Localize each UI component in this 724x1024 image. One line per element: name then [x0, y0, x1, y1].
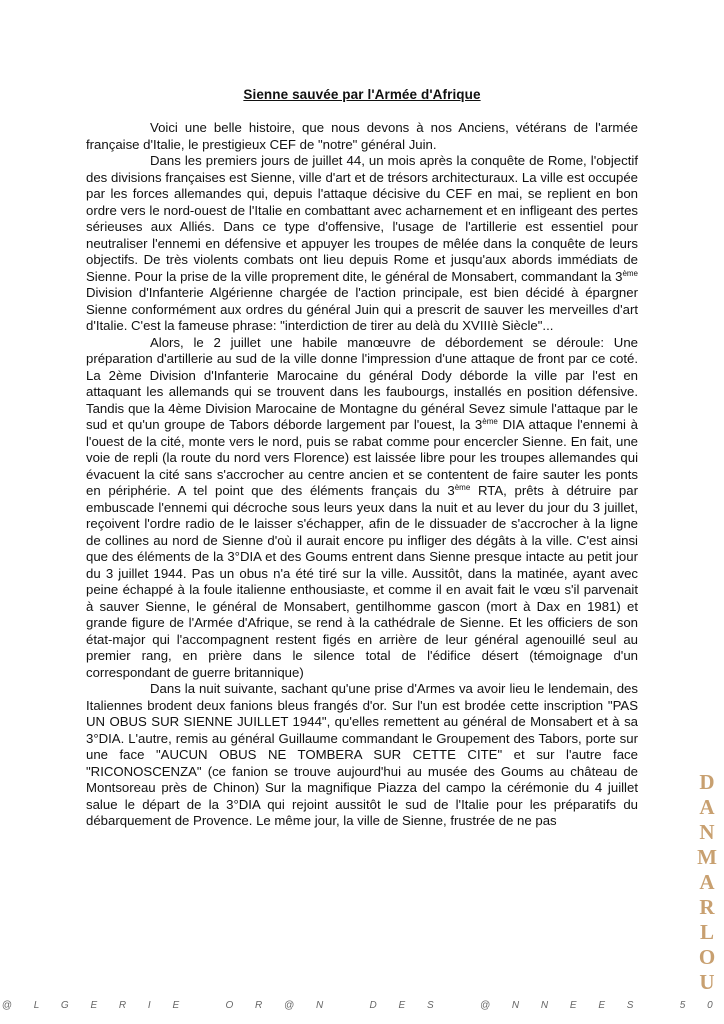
paragraph-context-part-b: Division d'Infanterie Algérienne chargée de l'action principale, est bien décidé à épargner Sienne conformément aux ordres du général Juin qui a prescrit de sauver les merveilles d'art d'Italie. C'est la fameuse phrase: "interdiction de tirer au delà du XVIIIè Siècle"...: [86, 285, 638, 333]
paragraph-context: [86, 153, 638, 335]
paragraph-maneuver: [86, 335, 638, 682]
watermark-letter: R: [699, 895, 715, 919]
paragraph-fanions: Dans la nuit suivante, sachant qu'une prise d'Armes va avoir lieu le lendemain, des Italiennes brodent deux fanions bleus frangés d'or. Sur l'un est brodée cette inscription "PAS UN OBUS SUR SIENNE JUILLET 1944", qu'elles remettent au général de Monsabert et à sa 3°DIA. L'autre, remis au général Guillaume commandant le Groupement des Tabors, porte sur une face "AUCUN OBUS NE TOMBERA SUR CETTE CITE" et sur l'autre face "RICONOSCENZA" (ce fanion se trouve aujourd'hui au musée des Goums au château de Montsoreau près de Chinon) Sur la magnifique Piazza del campo la cérémonie du 4 juillet salue le départ de la 3°DIA qui rejoint aussitôt le sud de l'Italie pour les préparatifs du débarquement de Provence. Le même jour, la ville de Sienne, frustrée de ne pas: [86, 681, 638, 828]
watermark-letter: M: [697, 845, 717, 869]
watermark-letter: U: [699, 970, 715, 994]
watermark-letter: N: [699, 820, 715, 844]
watermark-letter: A: [699, 795, 715, 819]
article-body: [86, 120, 638, 830]
watermark-letter: D: [699, 770, 715, 794]
watermark-letter: O: [698, 945, 716, 969]
paragraph-maneuver-part-b: DIA attaque l'ennemi à l'ouest de la cité, monte vers le nord, puis se rabat comme pour encercler Sienne. En fait, une voie de repli (la route du nord vers Florence) est laissée libre pour les troupes allemandes qui évacuent la cité sans s'accrocher au centre ancien et se contentent de faire sauter les ponts en périphérie. A tel point que des éléments français du 3: [86, 417, 639, 498]
paragraph-intro: Voici une belle histoire, que nous devons à nos Anciens, vétérans de l'armée française d'Italie, le prestigieux CEF de "notre" général Juin.: [86, 120, 638, 152]
side-watermark: [696, 770, 718, 995]
superscript-eme: ème: [482, 417, 498, 426]
paragraph-maneuver-part-a: Alors, le 2 juillet une habile manœuvre de débordement se déroule: Une préparation d'artillerie au sud de la ville donne l'impression d'une attaque de front par ce coté. La 2ème Division d'Infanterie Marocaine du général Dody déborde la ville par l'est en attaquant les allemands qui se trouvent dans les faubourgs, installés en position défensive. Tandis que la 4ème Division Marocaine de Montagne du général Sevez simule l'attaque par le sud et qu'un groupe de Tabors déborde largement par l'ouest, la 3: [86, 334, 638, 432]
watermark-letter: A: [699, 870, 715, 894]
superscript-eme: ème: [454, 483, 471, 492]
document-title: Sienne sauvée par l'Armée d'Afrique: [243, 87, 481, 102]
paragraph-maneuver-part-c: RTA, prêts à détruire par embuscade l'ennemi qui décroche sous leurs yeux dans la nuit et au lever du jour du 3 juillet, reçoivent l'ordre radio de le laisser s'échapper, afin de le dissuader de s'accrocher à la ligne de collines au nord de Sienne d'où il aurait encore pu infliger des dégâts à la ville. C'est ainsi que des éléments de la 3°DIA et des Goums entrent dans Sienne presque intacte au petit jour du 3 juillet 1944. Pas un obus n'a été tiré sur la ville. Aussitôt, dans la matinée, ayant avec peine échappé à la foule italienne enthousiaste, et comme il en avait fait le vœu s'il parvenait à sauver Sienne, le général de Monsabert, gentilhomme gascon (mort à Dax en 1981) et grande figure de l'Armée d'Afrique, se rend à la cathédrale de Sienne. Et les officiers de son état-major qui l'accompagnent restent figés en arrière de leur général agenouillé seul au premier rang, en prière dans le silence total de l'édifice désert (témoignage d'un correspondant de guerre britannique): [86, 483, 638, 680]
watermark-letter: L: [699, 920, 714, 944]
paragraph-context-part-a: Dans les premiers jours de juillet 44, un mois après la conquête de Rome, l'objectif des divisions françaises est Sienne, ville d'art et de trésors architecturaux. La ville est occupée par les forces allemandes qui, depuis l'attaque décisive du CEF en mai, se replient en bon ordre vers le nord-ouest de l'Italie en combattant avec acharnement et en infligeant des pertes sérieuses aux Alliés. Dans ce type d'offensive, l'usage de l'artillerie est essentiel pour neutraliser l'ennemi en défensive et appuyer les troupes de mêlée dans la conquête de leurs objectifs. De très violents combats ont lieu depuis Rome et jusqu'aux abords immédiats de Sienne. Pour la prise de la ville proprement dite, le général de Monsabert, commandant la 3: [86, 153, 638, 284]
page-footer: @ L G E R I E O R @ N D E S @ N N E E S 5 0: [1, 1000, 723, 1011]
superscript-eme: ème: [622, 268, 638, 278]
